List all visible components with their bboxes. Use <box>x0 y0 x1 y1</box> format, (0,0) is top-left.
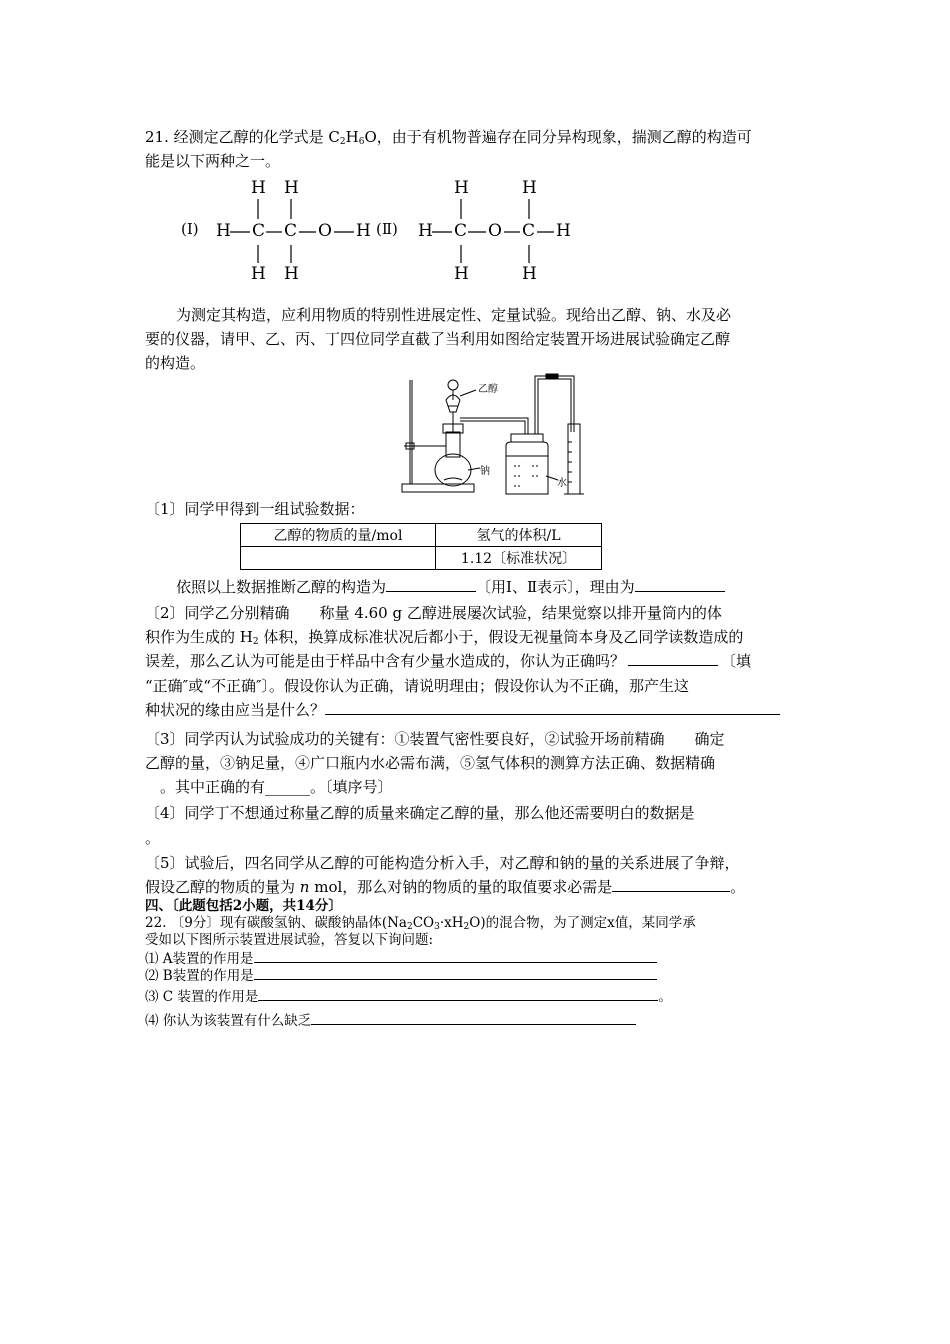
p1-title: 〔1〕同学甲得到一组试验数据： <box>145 500 365 518</box>
p3-line3: 。其中正确的有______。〔填序号〕 <box>160 778 393 796</box>
atom-h: H <box>522 264 537 284</box>
p2-line1: 〔2〕同学乙分别精确 称量 4.60 g 乙醇进展屡次试验，结果觉察以排开量筒内的体 <box>145 604 722 622</box>
atom-c: C <box>454 221 468 241</box>
p4-line2: 。 <box>145 829 161 847</box>
atom-h: H <box>356 221 371 241</box>
apparatus-figure <box>398 372 588 498</box>
table-cell-ethanol <box>241 547 436 570</box>
p4-line1: 〔4〕同学丁不想通过称量乙醇的质量来确定乙醇的量，那么他还需要明白的数据是 <box>145 804 695 822</box>
answer-blank[interactable] <box>254 950 657 963</box>
atom-h: H <box>454 264 469 284</box>
answer-blank[interactable] <box>325 700 780 715</box>
atom-o: O <box>318 221 332 241</box>
table-header-ethanol: 乙醇的物质的量/mol <box>241 524 436 547</box>
q21-intro-line2: 能是以下两种之一。 <box>145 152 281 170</box>
q21-para1-line1: 为测定其构造，应利用物质的特别性进展定性、定量试验。现给出乙醇、钠、水及必 <box>176 306 732 324</box>
answer-blank[interactable] <box>628 651 718 666</box>
p2-line3: 误差，那么乙认为可能是由于样品中含有少量水造成的，你认为正确吗？ 〔填 <box>145 652 752 670</box>
p2-line2: 积作为生成的 $H_2$ 体积，换算成标准状况后都小于，假设无视量筒本身及乙同学读数造成的 <box>145 628 744 647</box>
atom-o: O <box>488 221 502 241</box>
atom-h: H <box>216 221 231 241</box>
q22-line1: 22. 〔9分〕现有碳酸氢钠、碳酸钠晶体$(Na_2CO_3\cdot xH_2O)$的混合物，为了测定x值，某同学承 <box>145 915 696 932</box>
atom-c: C <box>284 221 298 241</box>
atom-h: H <box>251 178 266 198</box>
p5-line2: 假设乙醇的物质的量为 n mol，那么对钠的物质的量的取值要求必需是 。 <box>145 878 746 896</box>
q22-line2: 受如以下图所示装置进展试验，答复以下询问题: <box>145 932 434 948</box>
structure-label-I: (Ⅰ) <box>181 220 199 238</box>
answer-blank[interactable] <box>612 877 730 892</box>
structure-label-II: (Ⅱ) <box>376 220 398 238</box>
table-cell-hydrogen: 1.12〔标准状况〕 <box>436 547 602 570</box>
q22-item4: ⑷ 你认为该装置有什么缺乏 <box>145 1012 636 1030</box>
label-water: 水 <box>557 478 567 489</box>
p2-line5: 种状况的缘由应当是什么？ <box>145 700 780 720</box>
p3-line2: 乙醇的量，③钠足量，④广口瓶内水必需布满，⑤氢气体积的测算方法正确、数据精确 <box>145 754 716 772</box>
q21-intro-line1: 21. 经测定乙醇的化学式是 $C_2H_6O$，由于有机物普遍存在同分异构现象，揣测乙醇的构造可 <box>145 128 752 147</box>
atom-c: C <box>522 221 536 241</box>
section-title: 四、〔此题包括2小题，共14分〕 <box>145 898 342 914</box>
atom-h: H <box>251 264 266 284</box>
p1-answer-line: 依照以上数据推断乙醇的构造为 〔用Ⅰ、Ⅱ表示〕，理由为 <box>176 577 725 597</box>
structure-bonds <box>0 0 950 300</box>
table-header-hydrogen: 氢气的体积/L <box>436 524 602 547</box>
atom-h: H <box>284 264 299 284</box>
answer-blank[interactable] <box>635 577 725 592</box>
atom-c: C <box>252 221 266 241</box>
answer-blank[interactable] <box>254 967 657 980</box>
atom-h: H <box>418 221 433 241</box>
q22-item3: ⑶ C 装置的作用是 。 <box>145 989 672 1005</box>
atom-h: H <box>454 178 469 198</box>
label-ethanol: 乙醇 <box>478 384 498 395</box>
q21-para1-line3: 的构造。 <box>145 354 206 372</box>
p5-line1: 〔5〕试验后，四名同学从乙醇的可能构造分析入手，对乙醇和钠的量的关系进展了争辩， <box>145 854 740 872</box>
answer-blank[interactable] <box>311 1012 636 1025</box>
p3-line1: 〔3〕同学丙认为试验成功的关键有：①装置气密性要良好，②试验开场前精确 确定 <box>145 730 725 748</box>
atom-h: H <box>522 178 537 198</box>
atom-h: H <box>556 221 571 241</box>
q21-para1-line2: 要的仪器，请甲、乙、丙、丁四位同学直截了当利用如图给定装置开场进展试验确定乙醇 <box>145 330 731 348</box>
data-table <box>240 523 602 570</box>
answer-blank[interactable] <box>258 988 658 1001</box>
q22-item2: ⑵ B装置的作用是 <box>145 967 657 985</box>
atom-h: H <box>284 178 299 198</box>
q22-item1: ⑴ A装置的作用是 <box>145 950 657 968</box>
p2-line4: “正确″或“不正确″〕。假设你认为正确，请说明理由；假设你认为不正确，那产生这 <box>145 677 690 695</box>
answer-blank[interactable]: ______ <box>265 778 311 796</box>
answer-blank[interactable] <box>386 577 476 592</box>
label-sodium: 钠 <box>480 466 490 477</box>
